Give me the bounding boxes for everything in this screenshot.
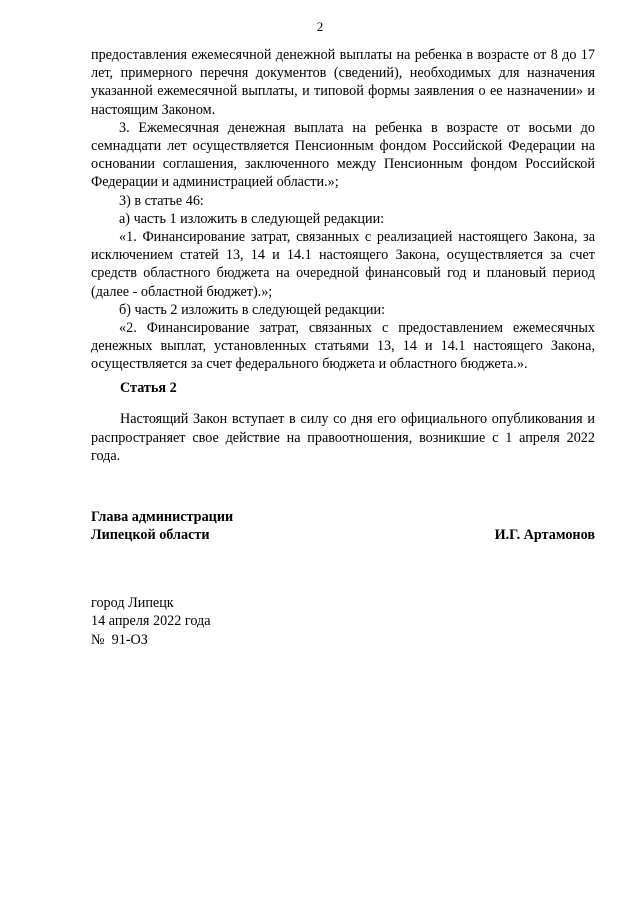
page-number: 2 <box>316 19 324 34</box>
signatory-name: И.Г. Артамонов <box>494 527 595 544</box>
body-paragraph-part-3: 3. Ежемесячная денежная выплата на ребенка в возрасте от восьми до семнадцати лет осуществляется Пенсионным фондом Российской Федерации на основании соглашения, заключенного между Пенсионным фондом Российской Федерации и администрацией области.»; <box>91 119 595 191</box>
body-paragraph-item-b: б) часть 2 изложить в следующей редакции: <box>119 301 386 318</box>
body-paragraph-continuation: предоставления ежемесячной денежной выплаты на ребенка в возрасте от 8 до 17 лет, примерного перечня документов (сведений), необходимых для назначения указанной ежемесячной выплаты, и типовой формы заявления о ее назначении» и настоящим Законом. <box>91 47 595 118</box>
signature-block <box>91 508 595 545</box>
footer-law-number: № 91-ОЗ <box>91 631 148 648</box>
document-footer <box>91 594 211 649</box>
footer-city: город Липецк <box>91 595 174 611</box>
body-paragraph-quote-2: «2. Финансирование затрат, связанных с предоставлением ежемесячных денежных выплат, установленных статьями 13, 14 и 14.1 настоящего Закона, осуществляется за счет федерального бюджета и областного бюджета.». <box>91 320 595 373</box>
document-body <box>91 46 595 374</box>
body-paragraph-quote-1: «1. Финансирование затрат, связанных с реализацией настоящего Закона, за исключением статей 13, 14 и 14.1 настоящего Закона, осуществляется за счет средств областного бюджета на очередной финансовый год и плановый период (далее - областной бюджет).»; <box>91 229 595 300</box>
signatory-title-line-2: Липецкой области <box>91 527 210 544</box>
signature-line <box>91 526 595 544</box>
article-heading: Статья 2 <box>120 380 177 396</box>
footer-date: 14 апреля 2022 года <box>91 613 211 630</box>
article-text: Настоящий Закон вступает в силу со дня его официального опубликования и распространяет свое действие на правоотношения, возникшие с 1 апреля 2022 года. <box>91 411 595 465</box>
body-paragraph-item-a: а) часть 1 изложить в следующей редакции: <box>119 210 385 227</box>
signatory-title-line-1: Глава администрации <box>91 509 234 525</box>
body-paragraph-item-3: 3) в статье 46: <box>119 192 204 209</box>
